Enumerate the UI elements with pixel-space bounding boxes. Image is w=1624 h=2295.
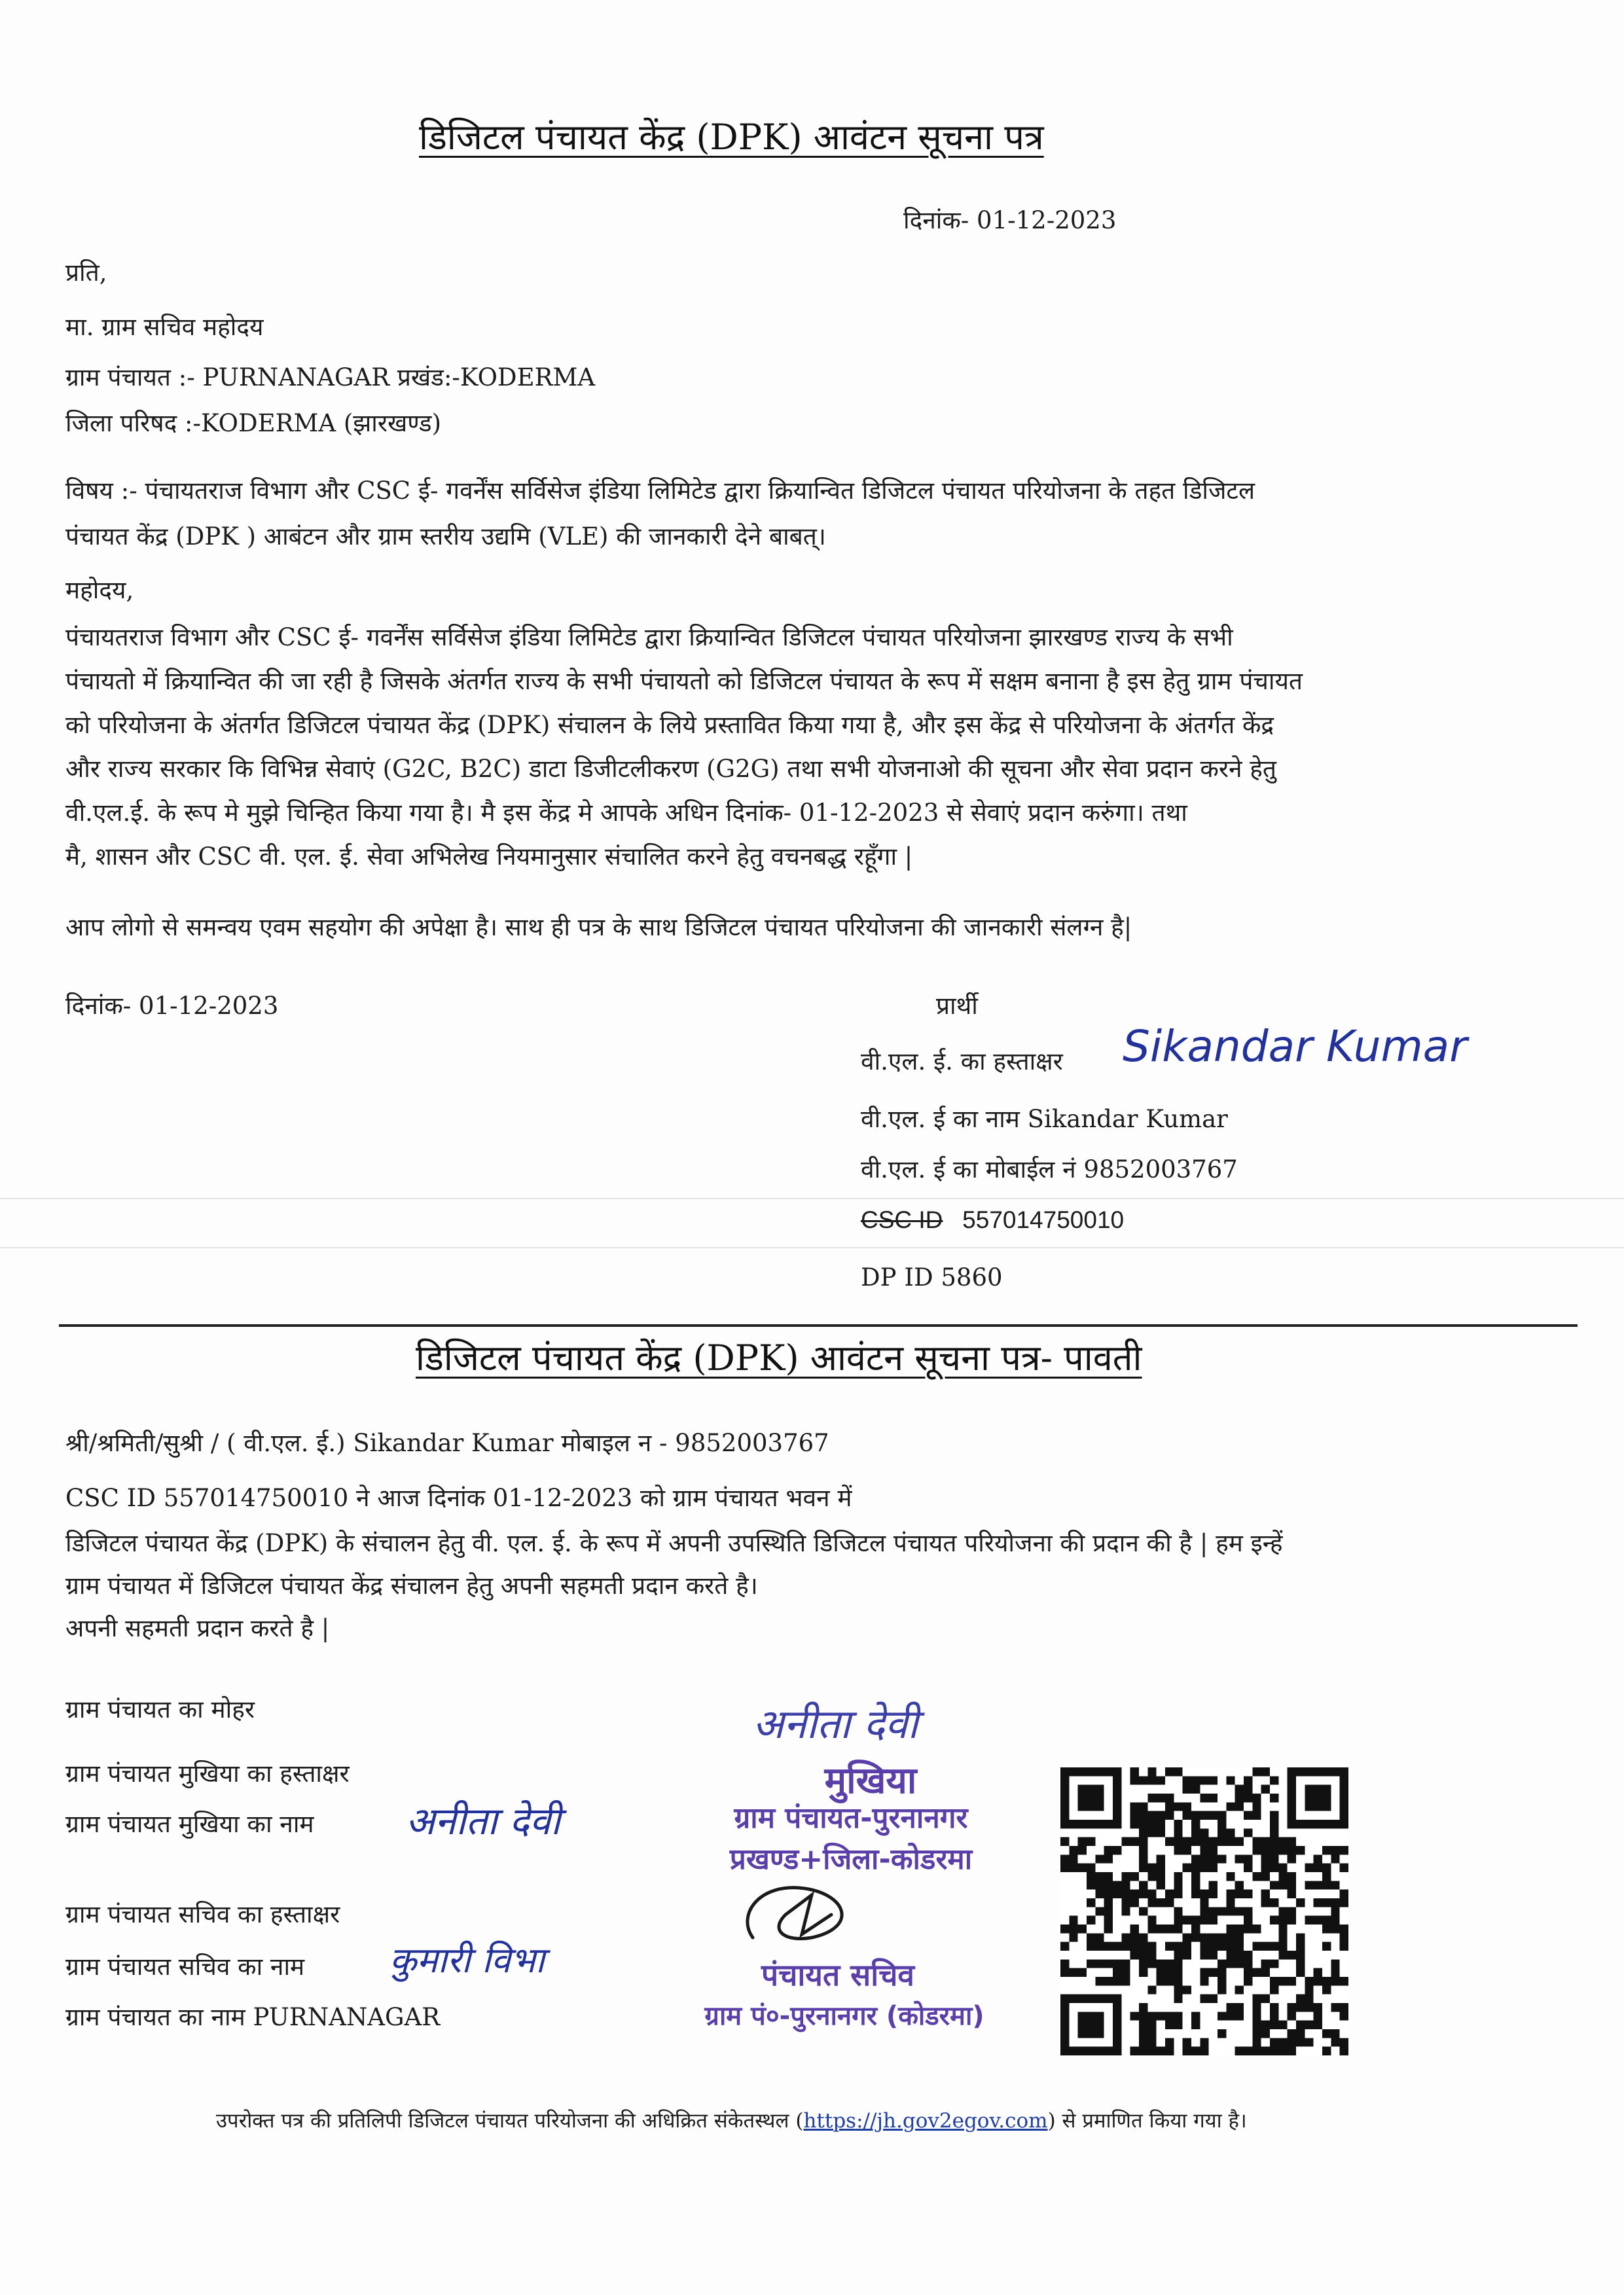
footer-note [216,2106,1247,2134]
scan-artifact [0,1247,1624,1248]
vle-signature: Sikandar Kumar [1123,1021,1468,1072]
scan-artifact [0,1198,1624,1199]
stamp-handwritten-name: अनीता देवी [753,1700,918,1748]
csc-id-value: 557014750010 [962,1206,1125,1233]
receipt-line: श्री/श्रमिती/सुश्री / ( वी.एल. ई.) Sikandar Kumar मोबाइल न - 9852003767 [65,1429,829,1457]
body-line: और राज्य सरकार कि विभिन्न सेवाएं (G2C, B2C) डाटा डिजीटलीकरण (G2G) तथा सभी योजनाओ की सूचना और सेवा प्रदान करने हेतु [65,755,1277,783]
receipt-line: डिजिटल पंचायत केंद्र (DPK) के संचालन हेतु वी. एल. ई. के रूप में अपनी उपस्थिति डिजिटल पंचायत परियोजना की प्रदान की है | हम इन्हें [65,1529,1283,1557]
receipt-line: अपनी सहमती प्रदान करते है | [65,1614,330,1642]
footer-link[interactable]: https://jh.gov2egov.com [803,2109,1048,2133]
sachiv-signature-label: ग्राम पंचायत सचिव का हस्ताक्षर [65,1900,340,1928]
subject-block [65,468,1571,560]
mukhiya-stamp-title: मुखिया [824,1760,917,1802]
subject-line: पंचायत केंद्र (DPK ) आबंटन और ग्राम स्तरीय उद्यमि (VLE) की जानकारी देने बाबत्। [65,522,826,551]
mukhiya-signature-label: ग्राम पंचायत मुखिया का हस्ताक्षर [65,1760,350,1788]
body-line: मै, शासन और CSC वी. एल. ई. सेवा अभिलेख नियमानुसार संचालित करने हेतु वचनबद्ध रहूँगा | [65,842,913,871]
recipient-line: मा. ग्राम सचिव महोदय [65,313,264,341]
csc-id-label: CSC ID [861,1206,943,1233]
section-divider [59,1324,1578,1327]
body-line: को परियोजना के अंतर्गत डिजिटल पंचायत केंद्र (DPK) संचालन के लिये प्रस्तावित किया गया है, और इस केंद्र से परियोजना के अंतर्गत केंद्र [65,711,1274,739]
body-paragraph [65,615,1571,878]
receipt-title: डिजिटल पंचायत केंद्र (DPK) आवंटन सूचना पत्र- पावती [416,1337,1142,1379]
receipt-paragraph [65,1522,1571,1650]
sachiv-stamp-line: ग्राम पं०-पुरनानगर (कोडरमा) [704,2001,984,2031]
footer-text: उपरोक्त पत्र की प्रतिलिपी डिजिटल पंचायत परियोजना की अधिक्रित संकेतस्थल ( [216,2109,804,2133]
qr-code-icon [1060,1767,1348,2055]
sachiv-name-handwritten: कुमारी विभा [389,1940,545,1981]
closing-line: आप लोगो से समन्वय एवम सहयोग की अपेक्षा है। साथ ही पत्र के साथ डिजिटल पंचायत परियोजना की जानकारी संलग्न है| [65,913,1132,941]
receipt-line: ग्राम पंचायत में डिजिटल पंचायत केंद्र संचालन हेतु अपनी सहमती प्रदान करते है। [65,1572,758,1600]
body-line: पंचायतो में क्रियान्वित की जा रही है जिसके अंतर्गत राज्य के सभी पंचायतो को डिजिटल पंचायत के रूप में सक्षम बनाना है इस हेतु ग्राम पंचायत [65,667,1303,695]
sachiv-stamp-title: पंचायत सचिव [761,1957,914,1993]
receipt-line: CSC ID 557014750010 ने आज दिनांक 01-12-2023 को ग्राम पंचायत भवन में [65,1484,852,1512]
vle-mobile: वी.एल. ई का मोबाईल नं 9852003767 [861,1155,1238,1184]
mukhiya-stamp-line: प्रखण्ड+जिला-कोडरमा [729,1843,973,1876]
letter-date: दिनांक- 01-12-2023 [903,206,1117,234]
page-title: डिजिटल पंचायत केंद्र (DPK) आवंटन सूचना पत्र [419,117,1044,158]
body-line: पंचायतराज विभाग और CSC ई- गवर्नेंस सर्विसेज इंडिया लिमिटेड द्वारा क्रियान्वित डिजिटल पंचायत परियोजना झारखण्ड राज्य के सभी [65,623,1233,651]
panchayat-name: ग्राम पंचायत का नाम PURNANAGAR [65,2003,441,2031]
applicant-label: प्रार्थी [936,992,978,1020]
mukhiya-name-handwritten: अनीता देवी [406,1799,561,1843]
sachiv-signature [733,1875,871,1954]
recipient-line: ग्राम पंचायत :- PURNANAGAR प्रखंड:-KODERMA [65,363,596,391]
footer-text: ) से प्रमाणित किया गया है। [1047,2109,1247,2133]
dp-id: DP ID 5860 [861,1263,1003,1292]
sachiv-name-label: ग्राम पंचायत सचिव का नाम [65,1953,305,1981]
recipient-line: जिला परिषद :-KODERMA (झारखण्ड) [65,409,442,437]
vle-signature-label: वी.एल. ई. का हस्ताक्षर [861,1047,1063,1075]
seal-label: ग्राम पंचायत का मोहर [65,1695,255,1724]
subject-line: विषय :- पंचायतराज विभाग और CSC ई- गवर्नेंस सर्विसेज इंडिया लिमिटेड द्वारा क्रियान्वित डिजिटल पंचायत परियोजना के तहत डिजिटल [65,477,1255,505]
mukhiya-stamp-line: ग्राम पंचायत-पुरनानगर [734,1801,968,1835]
bottom-date: दिनांक- 01-12-2023 [65,992,279,1020]
body-line: वी.एल.ई. के रूप मे मुझे चिन्हित किया गया है। मै इस केंद्र मे आपके अधिन दिनांक- 01-12-2023 से सेवाएं प्रदान करुंगा। तथा [65,799,1187,827]
csc-id [861,1206,1124,1235]
recipient-line: प्रति, [65,259,107,287]
mukhiya-name-label: ग्राम पंचायत मुखिया का नाम [65,1810,314,1838]
salutation: महोदय, [65,576,134,604]
vle-name: वी.एल. ई का नाम Sikandar Kumar [861,1105,1228,1133]
